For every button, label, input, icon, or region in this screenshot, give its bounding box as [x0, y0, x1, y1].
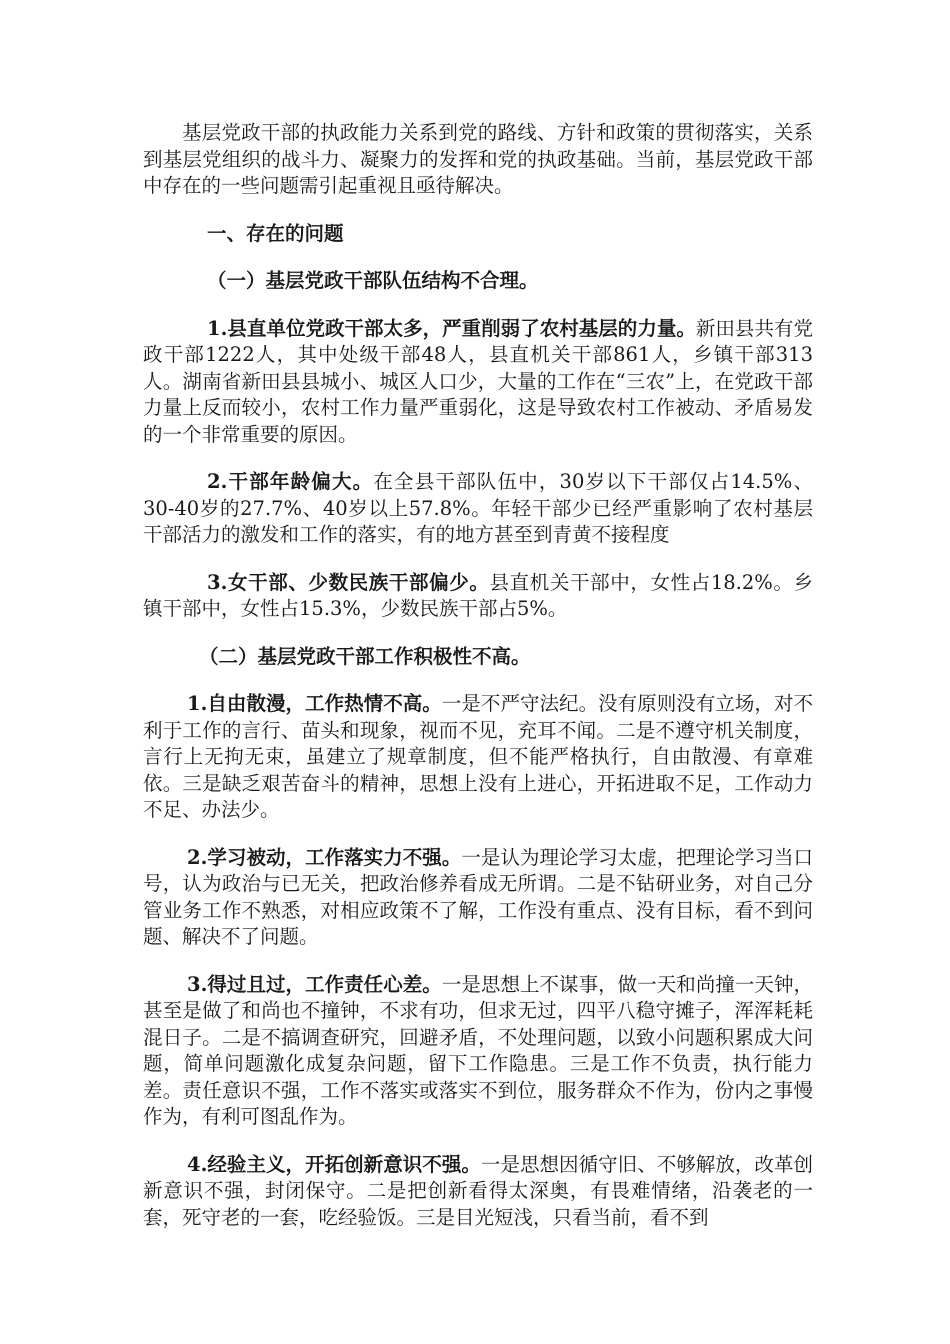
- paragraph-body: 新田县共有党政干部1222人，其中处级干部48人，县直机关干部861人，乡镇干部313人。湖南省新田县县城小、城区人口少，大量的工作在“三农”上，在党政干部力量上反而较小，农村工作力量严重弱化，这是导致农村工作被动、矛盾易发的一个非常重要的原因。: [143, 316, 813, 446]
- paragraph-lead: 2.干部年龄偏大。: [207, 470, 374, 493]
- paragraph-lead: 3.得过且过，工作责任心差。: [187, 972, 442, 996]
- paragraph-body: 一是认为理论学习太虚，把理论学习当口号，认为政治与已无关，把政治修养看成无所谓。二是不钻研业务，对自己分管业务工作不熟悉，对相应政策不了解，工作没有重点、没有目标，看不到问题、解决不了问题。: [143, 845, 813, 948]
- subsection-heading-structure: （一）基层党政干部队伍结构不合理。: [207, 269, 539, 292]
- paragraph-body: 一是思想因循守旧、不够解放，改革创新意识不强，封闭保守。二是把创新看得太深奥，有畏难情绪，沿袭老的一套，死守老的一套，吃经验饭。三是目光短浅，只看当前，看不到: [143, 1152, 813, 1229]
- subsection-heading-enthusiasm: （二）基层党政干部工作积极性不高。: [199, 644, 531, 668]
- intro-paragraph: 基层党政干部的执政能力关系到党的路线、方针和政策的贯彻落实，关系到基层党组织的战斗力、凝聚力的发挥和党的执政基础。当前，基层党政干部中存在的一些问题需引起重视且亟待解决。: [143, 121, 813, 197]
- paragraph-enthusiasm-3: [143, 972, 813, 1131]
- paragraph-enthusiasm-1: [143, 691, 813, 824]
- paragraph-enthusiasm-2: [143, 845, 813, 951]
- paragraph-lead: 3.女干部、少数民族干部偏少。: [207, 570, 490, 594]
- paragraph-lead: 2.学习被动，工作落实力不强。: [187, 845, 462, 869]
- paragraph-lead: 4.经验主义，开拓创新意识不强。: [187, 1152, 481, 1176]
- paragraph-enthusiasm-4: [143, 1152, 813, 1232]
- paragraph-body: 一是思想上不谋事，做一天和尚撞一天钟，甚至是做了和尚也不撞钟，不求有功，但求无过，四平八稳守摊子，浑浑耗耗混日子。二是不搞调查研究，回避矛盾，不处理问题，以致小问题积累成大问题，简单问题激化成复杂问题，留下工作隐患。三是工作不负责，执行能力差。责任意识不强，工作不落实或落实不到位，服务群众不作为，份内之事慢作为，有利可图乱作为。: [143, 972, 813, 1128]
- paragraph-body: 县直机关干部中，女性占18.2%。乡镇干部中，女性占15.3%，少数民族干部占5%。: [143, 570, 813, 620]
- paragraph-structure-2: [143, 469, 813, 549]
- paragraph-structure-3: [143, 570, 813, 623]
- section-heading-problems: 一、存在的问题: [207, 221, 344, 245]
- paragraph-structure-1: [143, 316, 813, 449]
- paragraph-body: 在全县干部队伍中，30岁以下干部仅占14.5%、30-40岁的27.7%、40岁以上57.8%。年轻干部少已经严重影响了农村基层干部活力的激发和工作的落实，有的地方甚至到青黄不接程度: [143, 470, 813, 546]
- paragraph-body: 一是不严守法纪。没有原则没有立场，对不利于工作的言行、苗头和现象，视而不见，充耳不闻。二是不遵守机关制度，言行上无拘无束，虽建立了规章制度，但不能严格执行，自由散漫、有章难依。三是缺乏艰苦奋斗的精神，思想上没有上进心，开拓进取不足，工作动力不足、办法少。: [143, 692, 813, 821]
- paragraph-lead: 1.自由散漫，工作热情不高。: [187, 692, 442, 715]
- document-page: [143, 120, 813, 1252]
- paragraph-lead: 1.县直单位党政干部太多，严重削弱了农村基层的力量。: [207, 316, 696, 340]
